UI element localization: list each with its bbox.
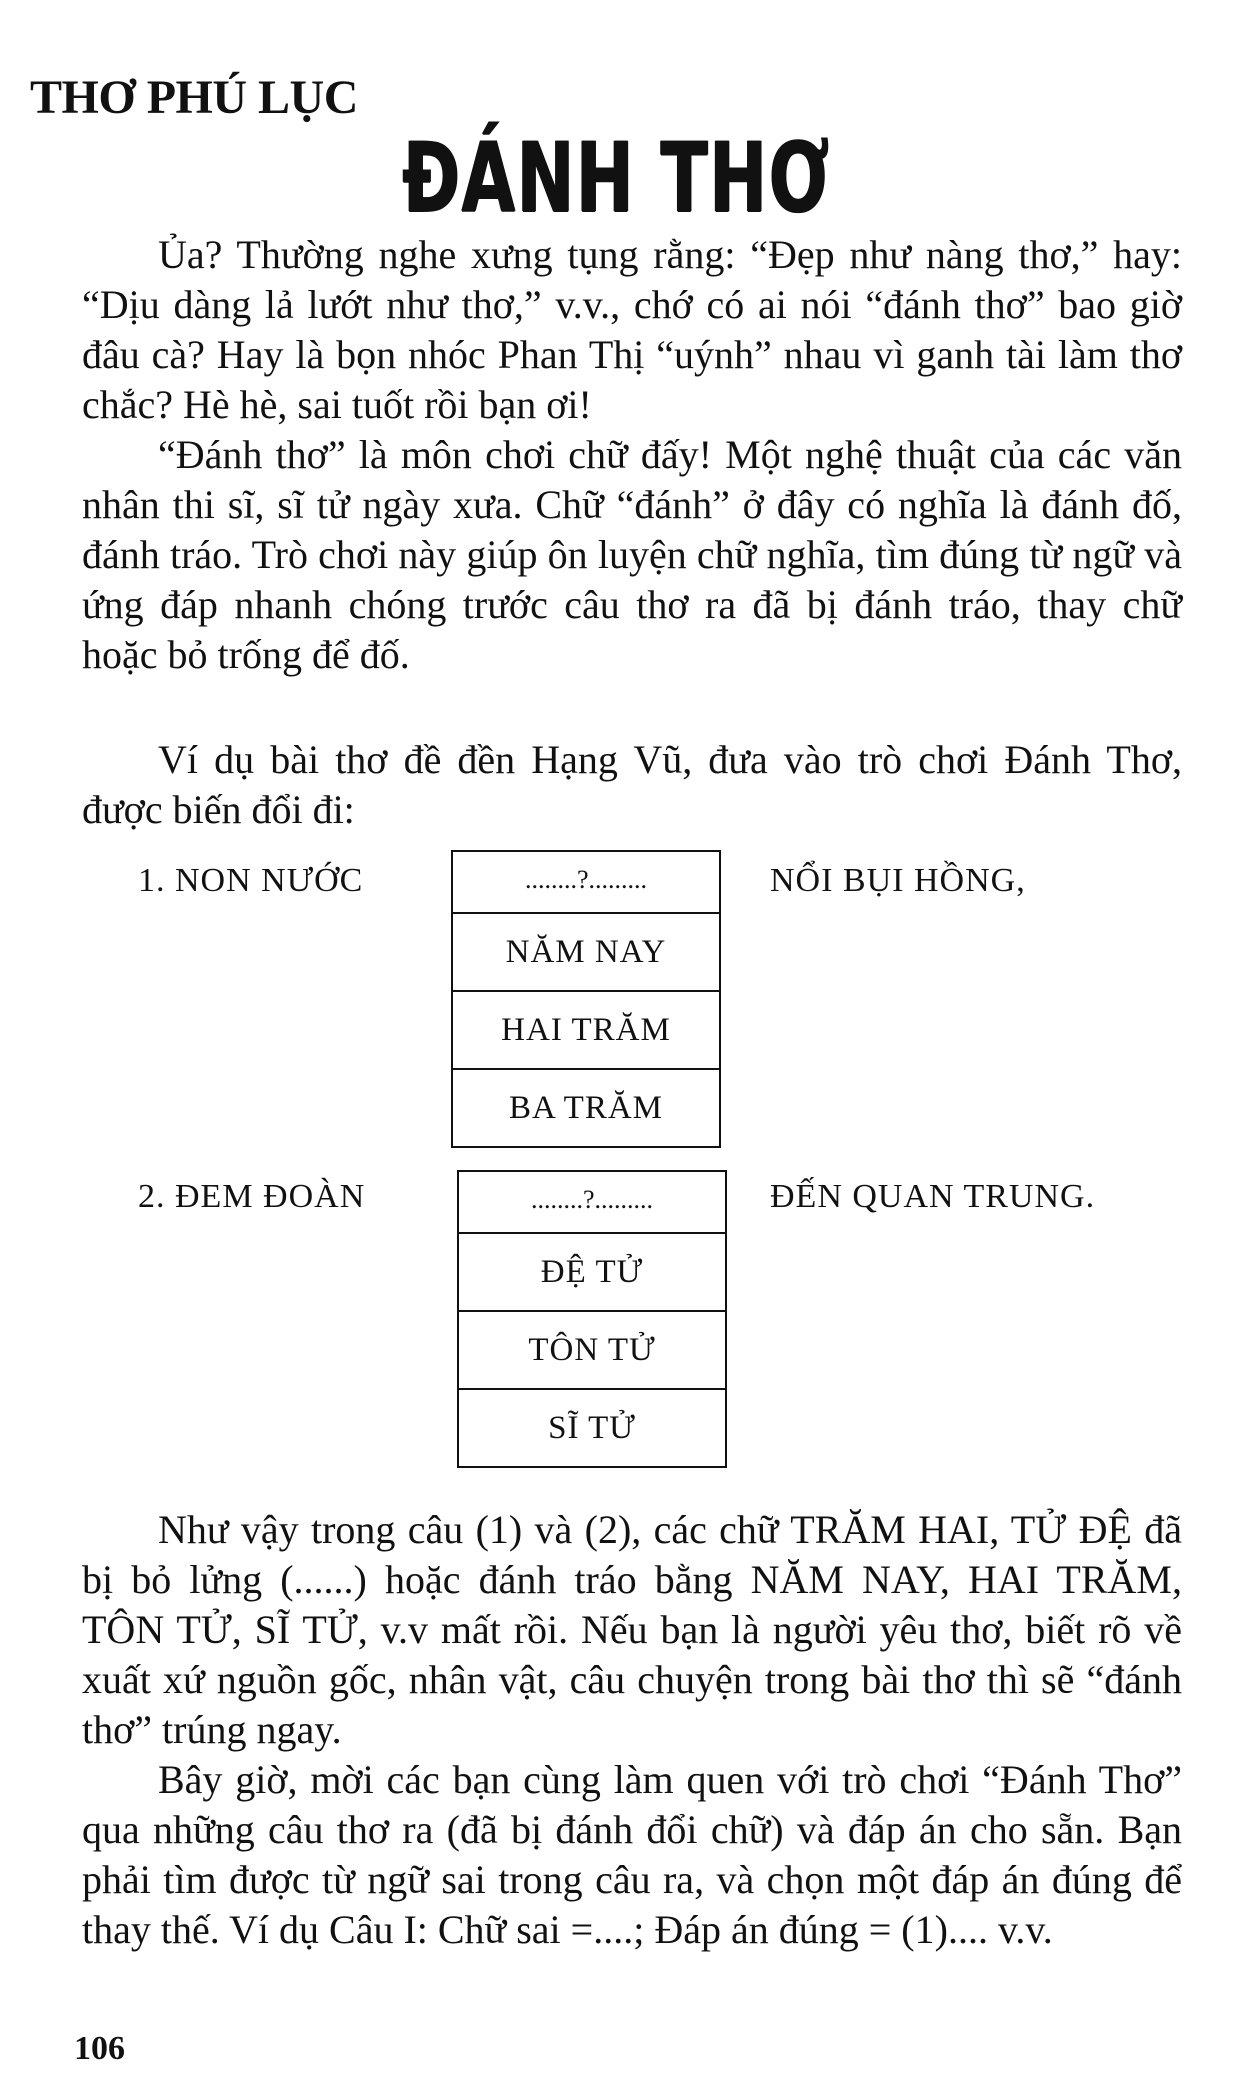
page-number: 106 — [74, 2030, 125, 2067]
verse-2-option: ĐỆ TỬ — [459, 1232, 725, 1310]
verse-2-option: TÔN TỬ — [459, 1310, 725, 1388]
verse-1-option: BA TRĂM — [453, 1068, 719, 1146]
verse-2-start: 2. ĐEM ĐOÀN — [138, 1178, 366, 1215]
paragraph-explanation: Như vậy trong câu (1) và (2), các chữ TRĂM HAI, TỬ ĐỆ đã bị bỏ lửng (......) hoặc đánh tráo bằng NĂM NAY, HAI TRĂM, TÔN TỬ, SĨ TỬ, v.v mất rồi. Nếu bạn là người yêu thơ, biết rõ về xuất xứ nguồn gốc, nhân vật, câu chuyện trong bài thơ thì sẽ “đánh thơ” trúng ngay. — [82, 1507, 1182, 1752]
paragraph-definition: “Đánh thơ” là môn chơi chữ đấy! Một nghệ thuật của các văn nhân thi sĩ, sĩ tử ngày xưa. Chữ “đánh” ở đây có nghĩa là đánh đố, đánh tráo. Trò chơi này giúp ôn luyện chữ nghĩa, tìm đúng từ ngữ và ứng đáp nhanh chóng trước câu thơ ra đã bị đánh tráo, thay chữ hoặc bỏ trống để đố. — [82, 432, 1182, 677]
verse-1-option: NĂM NAY — [453, 912, 719, 990]
paragraph-example-intro: Ví dụ bài thơ đề đền Hạng Vũ, đưa vào trò chơi Đánh Thơ, được biến đổi đi: — [82, 737, 1182, 832]
verse-1-option: HAI TRĂM — [453, 990, 719, 1068]
verse-1-end: NỔI BỤI HỒNG, — [770, 862, 1026, 899]
section-header: THƠ PHÚ LỤC — [30, 71, 358, 124]
verse-2-options-box — [457, 1170, 727, 1468]
verse-2-blank: ........?......... — [530, 1185, 654, 1214]
paragraph-invitation: Bây giờ, mời các bạn cùng làm quen với trò chơi “Đánh Thơ” qua những câu thơ ra (đã bị đánh đổi chữ) và đáp án cho sẵn. Bạn phải tìm được từ ngữ sai trong câu ra, và chọn một đáp án đúng để thay thế. Ví dụ Câu I: Chữ sai =....; Đáp án đúng = (1).... v.v. — [82, 1757, 1182, 1952]
verse-2-option: SĨ TỬ — [459, 1388, 725, 1466]
verse-1-options-box — [451, 850, 721, 1148]
verse-1-start: 1. NON NƯỚC — [138, 862, 364, 899]
verse-2-end: ĐẾN QUAN TRUNG. — [770, 1178, 1096, 1215]
page-title: ĐÁNH THƠ — [402, 122, 831, 234]
paragraph-intro: Ủa? Thường nghe xưng tụng rằng: “Đẹp như nàng thơ,” hay: “Dịu dàng lả lướt như thơ,” v.v., chớ có ai nói “đánh thơ” bao giờ đâu cà? Hay là bọn nhóc Phan Thị “uýnh” nhau vì ganh tài làm thơ chắc? Hè hè, sai tuốt rồi bạn ơi! — [82, 232, 1182, 427]
verse-1-blank: ........?......... — [524, 865, 648, 894]
